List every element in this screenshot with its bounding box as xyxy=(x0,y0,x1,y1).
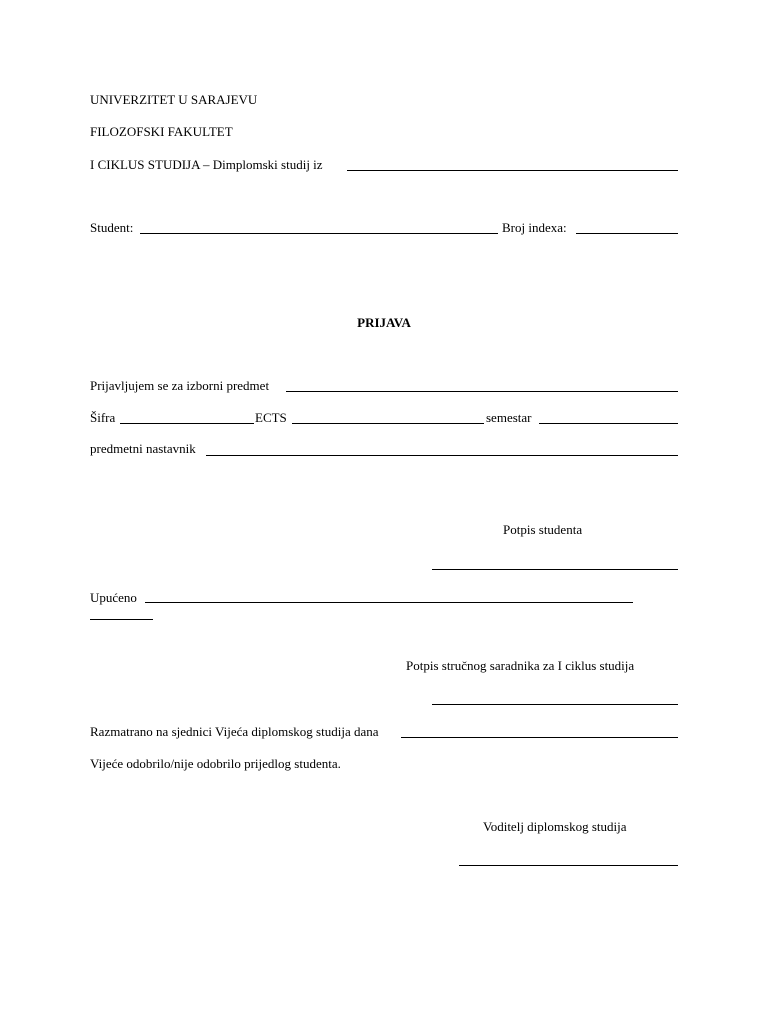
student-signature-field[interactable] xyxy=(432,569,678,570)
study-program-field[interactable] xyxy=(347,170,678,171)
faculty-name: FILOZOFSKI FAKULTET xyxy=(90,124,233,139)
referred-field[interactable] xyxy=(145,602,633,603)
ects-field[interactable] xyxy=(292,423,484,424)
assistant-signature-field[interactable] xyxy=(432,704,678,705)
university-name: UNIVERZITET U SARAJEVU xyxy=(90,92,258,107)
study-program-label: I CIKLUS STUDIJA – Dimplomski studij iz xyxy=(90,157,323,172)
index-number-label: Broj indexa: xyxy=(502,220,567,235)
student-name-field[interactable] xyxy=(140,233,498,234)
semester-field[interactable] xyxy=(539,423,678,424)
elective-subject-label: Prijavljujem se za izborni predmet xyxy=(90,378,270,393)
ects-label: ECTS xyxy=(255,410,287,425)
subject-code-field[interactable] xyxy=(120,423,254,424)
student-label: Student: xyxy=(90,220,134,235)
subject-teacher-field[interactable] xyxy=(206,455,678,456)
subject-teacher-label: predmetni nastavnik xyxy=(90,441,196,456)
head-signature-label: Voditelj diplomskog studija xyxy=(483,819,627,834)
semester-label: semestar xyxy=(486,410,532,425)
referred-field-continuation[interactable] xyxy=(90,619,153,620)
student-signature-label: Potpis studenta xyxy=(503,522,583,537)
form-title: PRIJAVA xyxy=(357,315,411,330)
subject-code-label: Šifra xyxy=(90,410,116,425)
elective-subject-field[interactable] xyxy=(286,391,678,392)
head-signature-field[interactable] xyxy=(459,865,678,866)
referred-label: Upućeno xyxy=(90,590,137,605)
council-session-label: Razmatrano na sjednici Vijeća diplomskog studija dana xyxy=(90,724,379,739)
council-session-date-field[interactable] xyxy=(401,737,678,738)
council-decision-text: Vijeće odobrilo/nije odobrilo prijedlog studenta. xyxy=(90,756,341,771)
assistant-signature-label: Potpis stručnog saradnika za I ciklus studija xyxy=(406,658,635,673)
index-number-field[interactable] xyxy=(576,233,678,234)
